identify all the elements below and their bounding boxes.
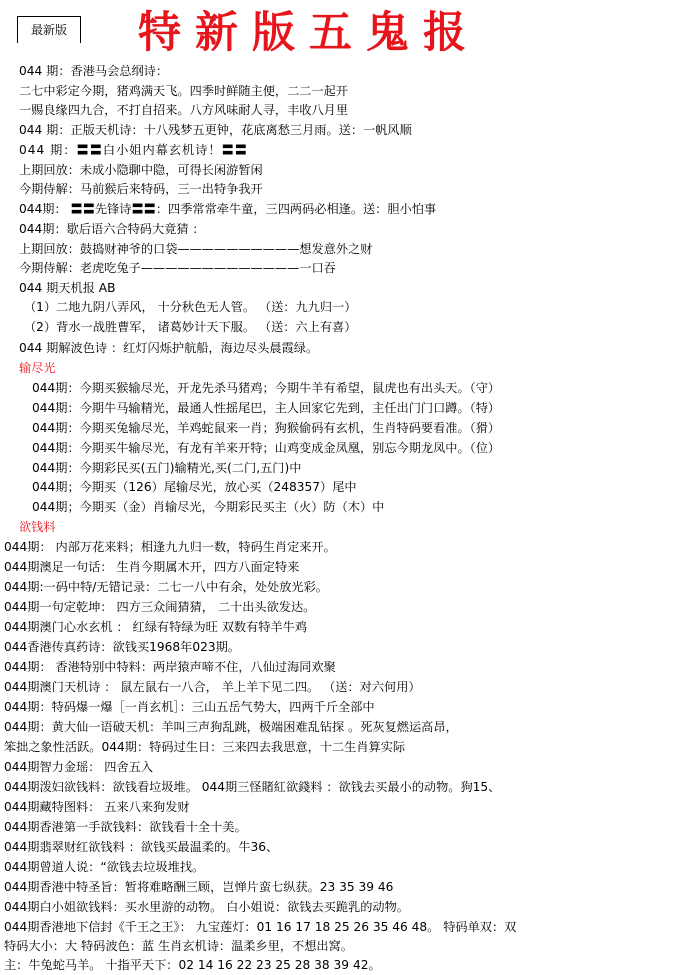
text-line: 044期:一码中特/无错记录：二七一八中有余，处处放光彩。 (4, 580, 328, 594)
section-heading-money-hint: 欲钱料 (19, 520, 56, 534)
text-line: 044期：今期买兔输尽光，羊鸡蛇鼠来一肖；狗猴偷码有玄机，生肖特码要看准。（猾） (32, 421, 501, 435)
text-line: （1）二地九阴八弄风， 十分秋色无人管。 （送：九九归一） (24, 300, 357, 314)
text-line: 044期：今期彩民买(五门)输精光,买(二门,五门)中 (32, 461, 302, 475)
text-line: 笨拙之象性活跃。044期：特码过生日：三来四去我思意，十二生肖算实际 (4, 740, 406, 754)
text-line: 044期一句定乾坤： 四方三众闹猜猜， 二十出头欲发达。 (4, 600, 316, 614)
text-line: 044期泼妇欲钱料：欲钱看垃圾堆。 044期三怪賭紅欲錢料 ：欲钱去买最小的动物。狗15、 (4, 780, 501, 794)
text-line: 044期澳门心水玄机 ： 红绿有特绿为旺 双数有特羊牛鸡 (4, 620, 308, 634)
page-title: 特新版五鬼报 (138, 8, 480, 58)
text-line: 044期澳足一句话： 生肖今期属木开，四方八面定特来 (4, 560, 300, 574)
text-line: 044期： 〓〓先锋诗〓〓：四季常常牵牛童，三四两码必相逢。送：胆小怕事 (19, 202, 437, 216)
text-line: 044期：今期买牛输尽光，有龙有羊来开特；山鸡变成金凤凰，别忘今期龙凤中。（位） (32, 441, 501, 455)
text-line: 044期香港地下信封《千王之王》： 九宝莲灯：01 16 17 18 25 26 35 46 48。 特码单双：双 (4, 920, 517, 934)
text-line: 044期香港第一手欲钱料：欲钱看十全十美。 (4, 820, 247, 834)
text-line: 044香港传真药诗：欲钱买1968年023期。 (4, 640, 240, 654)
latest-edition-badge: 最新版 (17, 16, 81, 43)
text-line: 044期：黄大仙一语破天机：羊叫三声狗乱跳，极端困难乱钻探 。死灰复燃运高昂， (4, 720, 458, 734)
text-line: 044期澳门天机诗 ： 鼠左鼠右一八合， 羊上羊下见二四。 （送：对六何用） (4, 680, 421, 694)
section-heading-lose-all: 输尽光 (19, 361, 56, 375)
text-line: 一赐良缘四九合，不打自招来。八方风味耐人寻，丰收八月里 (19, 103, 349, 117)
text-line: 主：牛兔蛇马羊。 十指平天下：02 14 16 22 23 25 28 38 39 42。 (4, 958, 381, 972)
text-line: 044期曾道人说：“欲钱去垃圾堆找。 (4, 860, 205, 874)
text-line: 044期藏特图料： 五来八来狗发财 (4, 800, 190, 814)
text-line: 044期：特码爆一爆［一肖玄机］：三山五岳气势大，四两千斤全部中 (4, 700, 375, 714)
text-line: 044 期解波色诗 ：红灯闪烁护航船，海边尽头晨霞绿。 (19, 341, 319, 355)
text-line: 044期：今期牛马输精光，最通人性摇尾巴，主人回家它先到，主任出门门口蹲。（特） (32, 401, 501, 415)
text-line: 044期：今期买猴输尽光，开龙先杀马猪鸡；今期牛羊有希望，鼠虎也有出头天。（守） (32, 381, 501, 395)
text-line: 044期：歇后语六合特码大竟猜 ： (19, 222, 205, 236)
text-line: 044期；今期买（126）尾输尽光，放心买（248357）尾中 (32, 480, 357, 494)
text-line: 044期香港中特圣旨：暂将难略酬三顾，岂惮片蛮七纵获。23 35 39 46 (4, 880, 394, 894)
text-line: 二七中彩定今期，猪鸡满天飞。四季时鲜随主便，二二一起开 (19, 84, 349, 98)
text-line: 044期；今期买（金）肖输尽光，今期彩民买主（火）防（木）中 (32, 500, 385, 514)
text-line: 044期： 内部万花来料；相逢九九归一数，特码生肖定来开。 (4, 540, 336, 554)
text-line: 044 期：香港马会总纲诗： (19, 64, 169, 78)
text-line: 今期侍解：马前猴后来特码，三一出特争我开 (19, 182, 263, 196)
text-line: 特码大小：大 特码波色：蓝 生肖玄机诗：温柔乡里，不想出窝。 (4, 939, 353, 953)
text-line: 044期智力金瑶： 四舍五入 (4, 760, 154, 774)
text-line: 044期翡翠财红欲钱料 ：欲钱买最温柔的。牛36、 (4, 840, 279, 854)
text-line: 今期侍解：老虎吃兔子—————————————一口吞 (19, 261, 336, 275)
text-line: 044 期：正版天机诗：十八残梦五更钟，花底离愁三月雨。送：一帆风顺 (19, 123, 412, 137)
text-line: 上期回放：鼓捣财神爷的口袋——————————想发意外之财 (19, 242, 373, 256)
text-line: 044 期：〓〓白小姐内幕玄机诗！〓〓 (19, 143, 248, 157)
text-line: （2）背水一战胜曹军， 诸葛妙计天下服。 （送：六上有喜） (24, 320, 357, 334)
text-line: 上期回放：未成小隐聊中隐，可得长闲游暂闲 (19, 163, 263, 177)
text-line: 044期： 香港特别中特料：两岸猿声啼不住，八仙过海同欢聚 (4, 660, 336, 674)
text-line: 044期白小姐欲钱料：买水里游的动物。 白小姐说：欲钱去买跪乳的动物。 (4, 900, 409, 914)
text-line: 044 期天机报 AB (19, 281, 116, 295)
